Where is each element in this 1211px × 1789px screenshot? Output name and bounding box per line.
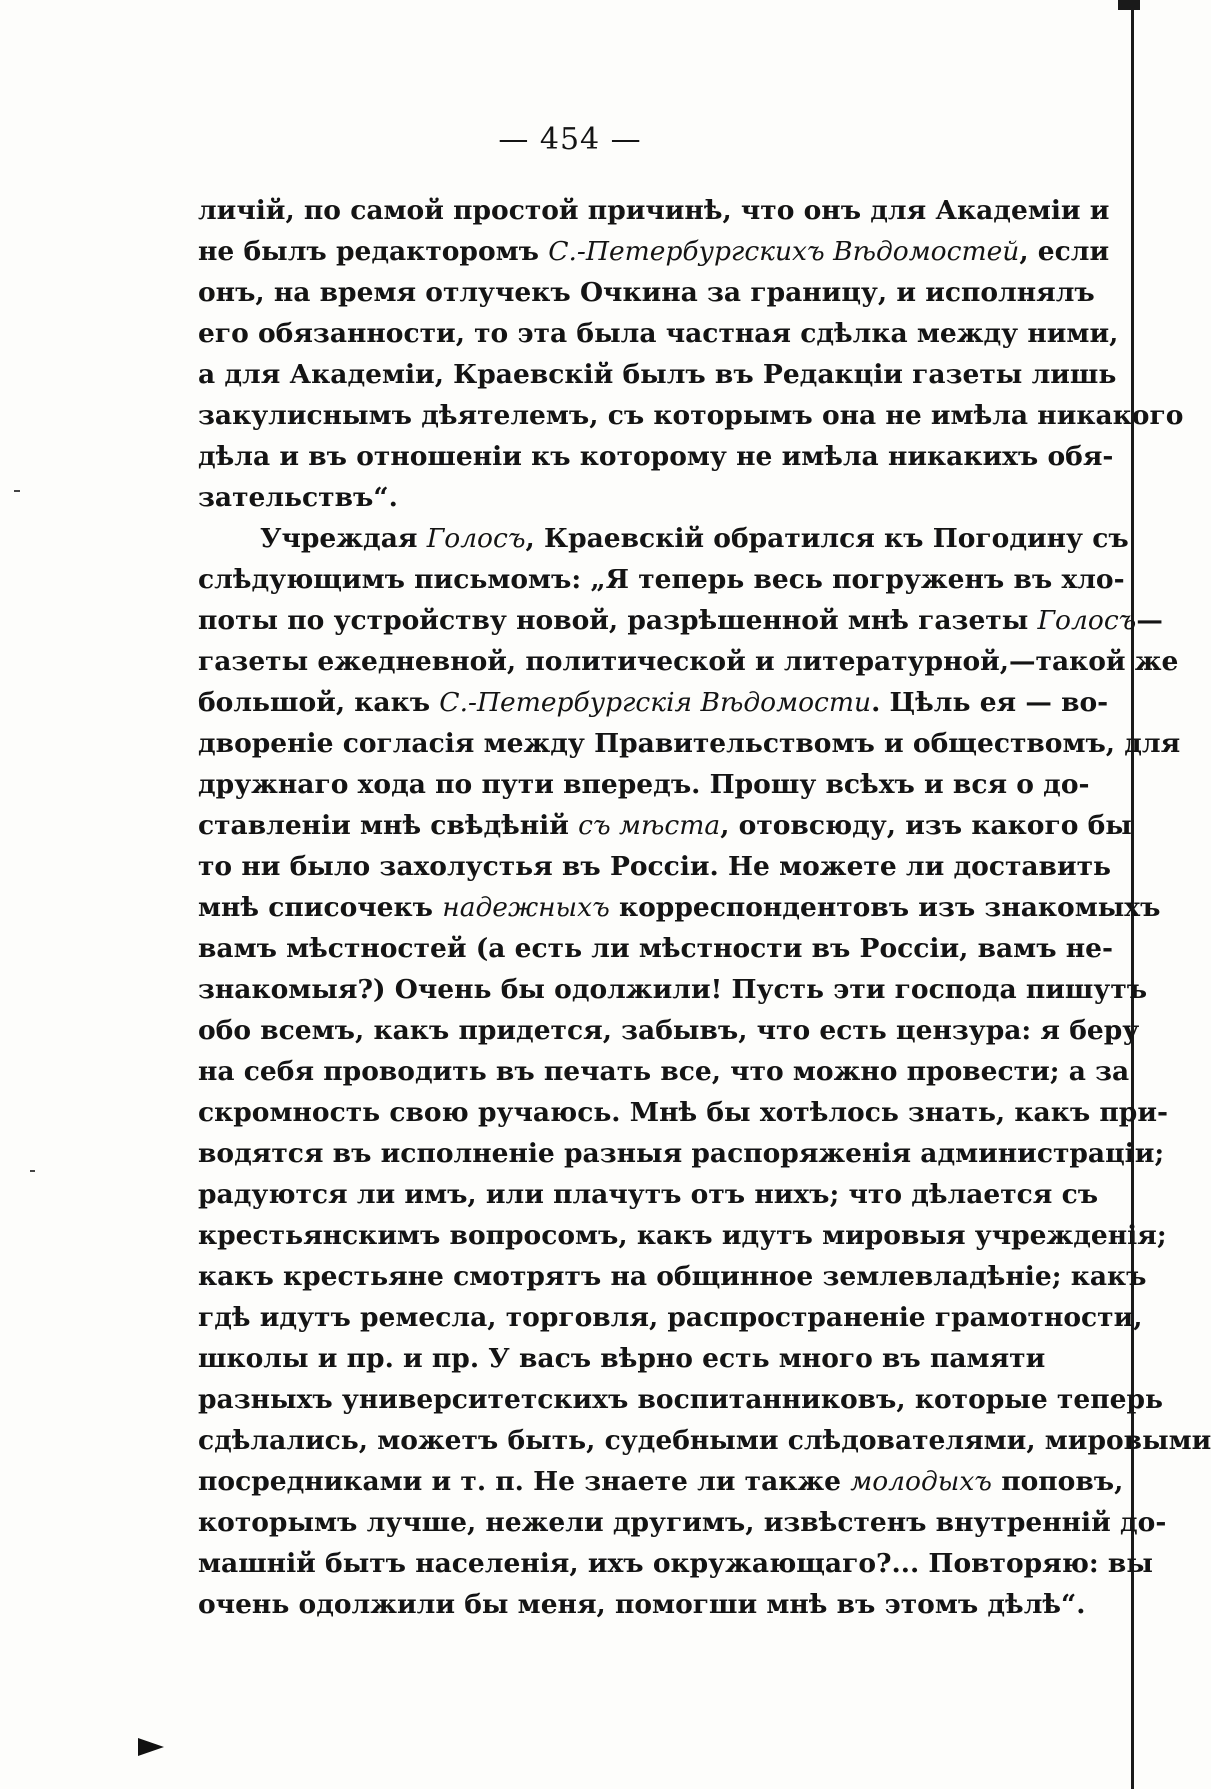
text-line [198, 272, 1095, 313]
text-line [198, 1584, 1086, 1625]
italic-title: С.-Петербургскія Вѣдомости [439, 687, 872, 718]
text-segment: посредниками и т. п. Не знаете ли также [198, 1466, 851, 1497]
text-segment: , если [1019, 236, 1110, 267]
text-segment: знакомыя?) Очень бы одолжили! Пусть эти господа пишутъ [198, 974, 1148, 1005]
text-line [198, 190, 1110, 231]
italic-title: С.-Петербургскихъ Вѣдомостей [548, 236, 1020, 267]
text-segment: которымъ лучше, нежели другимъ, извѣстенъ внутренній до- [198, 1507, 1167, 1538]
text-segment: дѣла и въ отношеніи къ которому не имѣла никакихъ обя- [198, 441, 1114, 472]
text-segment: вамъ мѣстностей (а есть ли мѣстности въ Россіи, вамъ не- [198, 933, 1114, 964]
text-line [198, 518, 1129, 559]
text-line [198, 1010, 1140, 1051]
text-segment: слѣдующимъ письмомъ: „Я теперь весь погруженъ въ хло- [198, 564, 1125, 595]
text-segment: какъ крестьяне смотрятъ на общинное землевладѣніе; какъ [198, 1261, 1147, 1292]
arrow-marker-icon [138, 1738, 164, 1756]
text-segment: очень одолжили бы меня, помогши мнѣ въ этомъ дѣлѣ“. [198, 1589, 1086, 1620]
text-line [198, 231, 1110, 272]
text-line [198, 1338, 1046, 1379]
corner-scan-mark [1118, 0, 1140, 10]
text-line [198, 313, 1119, 354]
text-segment: , отовсюду, изъ какого бы [720, 810, 1132, 841]
text-segment: а для Академіи, Краевскій былъ въ Редакціи газеты лишь [198, 359, 1117, 390]
text-segment: ставленіи мнѣ свѣдѣній [198, 810, 579, 841]
text-line [198, 1051, 1130, 1092]
text-segment: поповъ, [991, 1466, 1124, 1497]
text-segment: газеты ежедневной, политической и литературной,—такой же [198, 646, 1179, 677]
text-segment: двореніе согласія между Правительствомъ и обществомъ, для [198, 728, 1181, 759]
text-segment: большой, какъ [198, 687, 440, 718]
text-line [198, 600, 1163, 641]
text-line [198, 477, 1030, 518]
text-line [198, 805, 1132, 846]
page-number: — 454 — [498, 122, 642, 157]
text-line [198, 764, 1090, 805]
text-line [198, 559, 1125, 600]
scan-speck [14, 490, 20, 492]
text-line [198, 723, 1181, 764]
italic-title: съ мѣста [578, 810, 721, 841]
text-line [198, 395, 1184, 436]
text-line [198, 1215, 1167, 1256]
text-segment: обо всемъ, какъ придется, забывъ, что есть цензура: я беру [198, 1015, 1140, 1046]
text-line [198, 1420, 1211, 1461]
text-line [198, 1174, 1099, 1215]
text-segment: на себя проводить въ печать все, что можно провести; а за [198, 1056, 1130, 1087]
text-line [198, 1461, 1124, 1502]
text-line [198, 1543, 1153, 1584]
text-segment: дружнаго хода по пути впередъ. Прошу всѣхъ и вся о до- [198, 769, 1090, 800]
text-segment: . Цѣль ея — во- [871, 687, 1109, 718]
italic-title: Голосъ [426, 523, 526, 554]
text-segment: личій, по самой простой причинѣ, что онъ для Академіи и [198, 195, 1110, 226]
text-line [198, 969, 1148, 1010]
text-line [198, 1256, 1147, 1297]
text-segment: , Краевскій обратился къ Погодину съ [525, 523, 1129, 554]
text-line [198, 354, 1117, 395]
text-segment: разныхъ университетскихъ воспитанниковъ, которые теперь [198, 1384, 1163, 1415]
text-line [198, 1092, 1168, 1133]
text-segment: его обязанности, то эта была частная сдѣлка между ними, [198, 318, 1119, 349]
scan-speck [30, 1170, 35, 1172]
italic-title: молодыхъ [850, 1466, 992, 1497]
text-segment: зательствъ“. [198, 482, 398, 513]
text-line [198, 1502, 1167, 1543]
text-segment: не былъ редакторомъ [198, 236, 549, 267]
text-line [198, 846, 1112, 887]
text-segment: — [1136, 605, 1163, 636]
body-text [198, 190, 1211, 1625]
text-segment: школы и пр. и пр. У васъ вѣрно есть много въ памяти [198, 1343, 1046, 1374]
text-segment: поты по устройству новой, разрѣшенной мнѣ газеты [198, 605, 1038, 636]
text-line [198, 436, 1114, 477]
text-segment: то ни было захолустья въ Россіи. Не можете ли доставить [198, 851, 1112, 882]
italic-title: надежныхъ [442, 892, 610, 923]
text-segment: скромность свою ручаюсь. Мнѣ бы хотѣлось знать, какъ при- [198, 1097, 1168, 1128]
italic-title: Голосъ [1037, 605, 1137, 636]
text-segment: машній бытъ населенія, ихъ окружающаго?... Повторяю: вы [198, 1548, 1153, 1579]
text-line [198, 887, 1161, 928]
text-segment: сдѣлались, можетъ быть, судебными слѣдователями, мировыми [198, 1425, 1211, 1456]
text-line [198, 1297, 1143, 1338]
text-segment: Учреждая [260, 523, 427, 554]
text-segment: мнѣ списочекъ [198, 892, 443, 923]
text-segment: крестьянскимъ вопросомъ, какъ идутъ мировыя учрежденія; [198, 1220, 1167, 1251]
text-line [198, 641, 1179, 682]
text-line [198, 1379, 1163, 1420]
text-line [198, 682, 1109, 723]
text-line [198, 928, 1114, 969]
text-segment: онъ, на время отлучекъ Очкина за границу, и исполнялъ [198, 277, 1095, 308]
text-segment: гдѣ идутъ ремесла, торговля, распространеніе грамотности, [198, 1302, 1143, 1333]
text-segment: радуются ли имъ, или плачутъ отъ нихъ; что дѣлается съ [198, 1179, 1099, 1210]
text-segment: закулиснымъ дѣятелемъ, съ которымъ она не имѣла никакого [198, 400, 1184, 431]
text-segment: корреспондентовъ изъ знакомыхъ [609, 892, 1161, 923]
text-line [198, 1133, 1165, 1174]
text-segment: водятся въ исполненіе разныя распоряженія администраціи; [198, 1138, 1165, 1169]
